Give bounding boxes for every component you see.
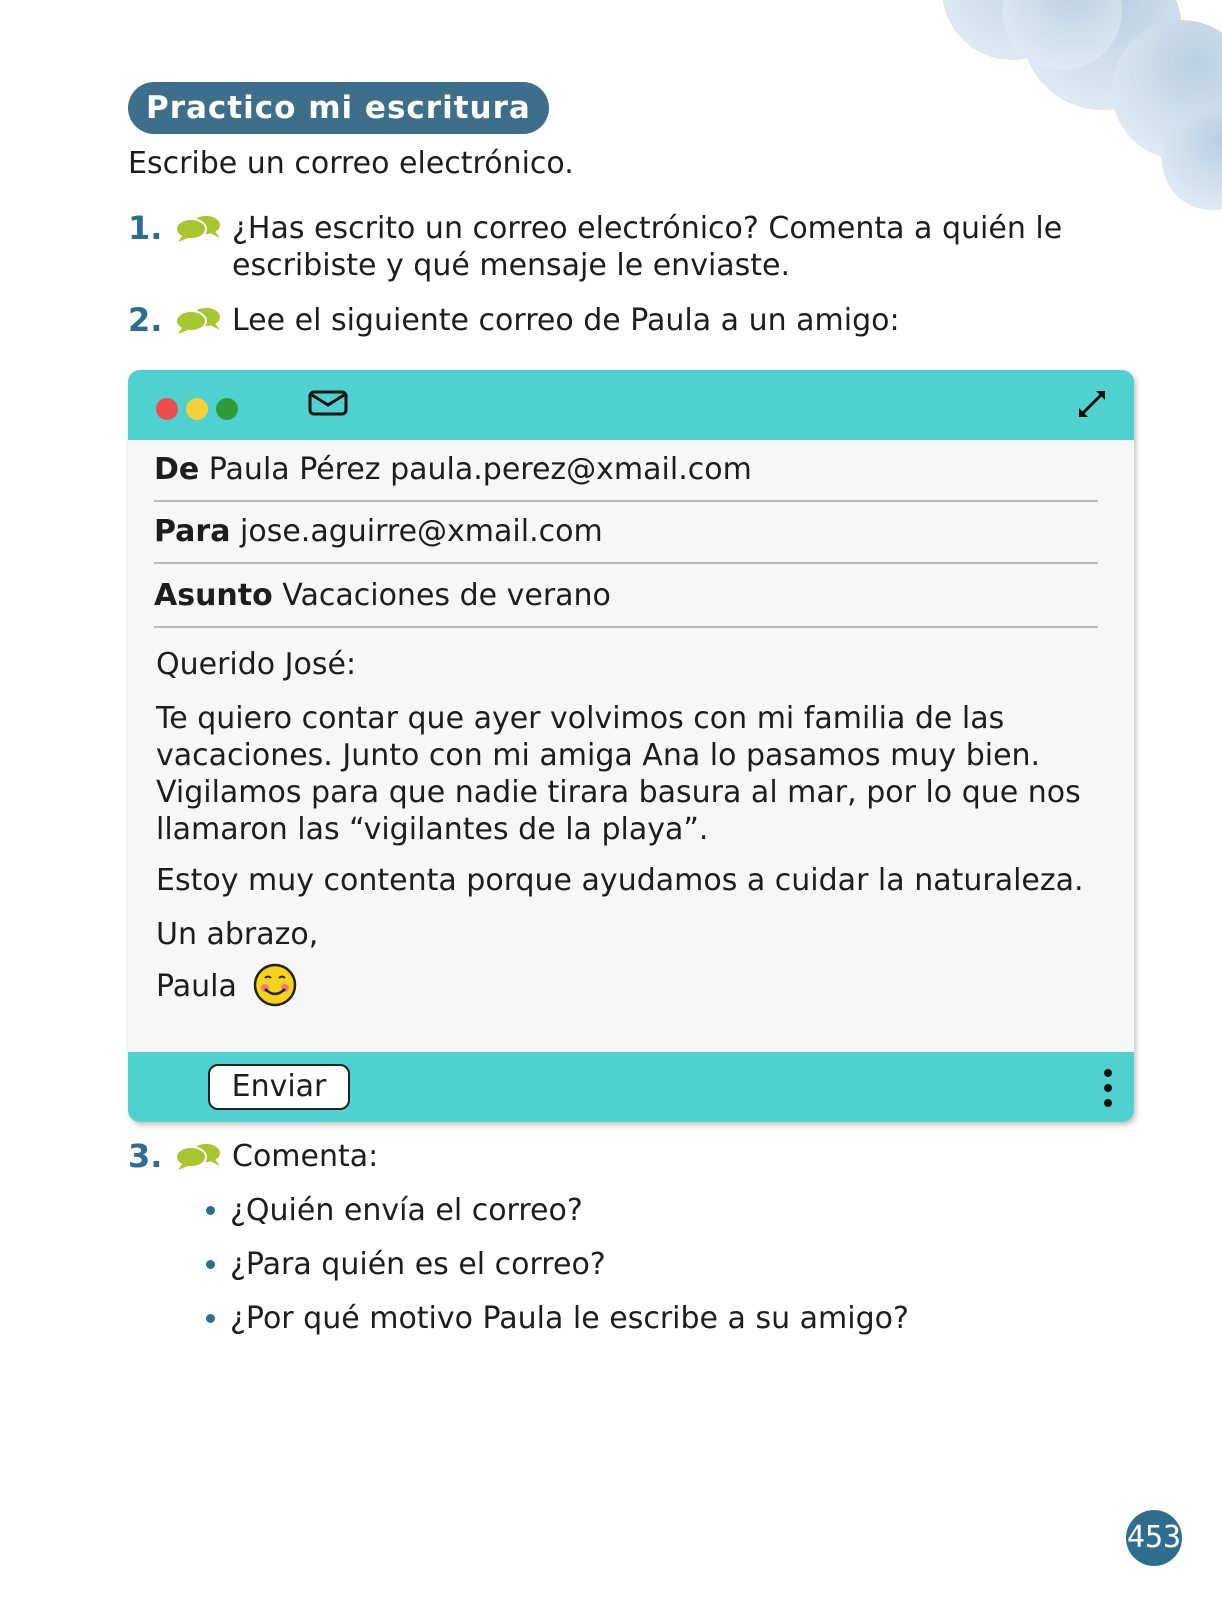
page-number: 453 bbox=[1126, 1510, 1182, 1566]
bullet-icon bbox=[206, 1260, 215, 1269]
question-number: 2. bbox=[128, 301, 163, 339]
speech-bubbles-icon bbox=[174, 1142, 222, 1170]
section-title: Practico mi escritura bbox=[128, 82, 549, 134]
envelope-icon bbox=[308, 390, 348, 416]
minimize-dot-icon[interactable] bbox=[186, 398, 208, 420]
email-greeting: Querido José: bbox=[156, 647, 357, 682]
maximize-dot-icon[interactable] bbox=[216, 398, 238, 420]
to-value: jose.aguirre@xmail.com bbox=[240, 514, 603, 549]
to-field bbox=[154, 502, 1098, 564]
from-label: De bbox=[154, 452, 200, 487]
close-dot-icon[interactable] bbox=[156, 398, 178, 420]
question-text: Comenta: bbox=[232, 1139, 379, 1174]
question-text: ¿Has escrito un correo electrónico? Comenta a quién le escribiste y qué mensaje le enviaste. bbox=[232, 211, 1063, 283]
question-number: 3. bbox=[128, 1137, 163, 1175]
bullet-icon bbox=[206, 1206, 215, 1215]
subject-field bbox=[154, 566, 1098, 628]
speech-bubbles-icon bbox=[174, 306, 222, 334]
list-item-text: ¿Por qué motivo Paula le escribe a su amigo? bbox=[230, 1301, 909, 1336]
email-signature: Paula bbox=[156, 969, 237, 1004]
to-label: Para bbox=[154, 514, 231, 549]
question-text: Lee el siguiente correo de Paula a un amigo: bbox=[232, 303, 900, 338]
email-signature-row bbox=[156, 968, 1096, 1005]
email-window bbox=[128, 370, 1134, 1122]
from-value: Paula Pérez paula.perez@xmail.com bbox=[208, 452, 752, 487]
list-item-text: ¿Quién envía el correo? bbox=[230, 1193, 583, 1228]
speech-bubbles-icon bbox=[174, 214, 222, 242]
email-top-bar bbox=[128, 370, 1134, 440]
cloud-decoration bbox=[862, 0, 1222, 210]
from-field bbox=[154, 440, 1098, 502]
email-closing: Un abrazo, bbox=[156, 917, 319, 952]
instruction-text: Escribe un correo electrónico. bbox=[128, 146, 574, 181]
expand-icon[interactable] bbox=[1074, 386, 1110, 422]
more-options-icon[interactable] bbox=[1102, 1068, 1114, 1108]
email-paragraph-1: Te quiero contar que ayer volvimos con mi familia de las vacaciones. Junto con mi amiga Ana lo pasamos muy bien. Vigilamos para que nadie tirara basura al mar, por lo que nos llamaron las “vigilantes de la playa”. bbox=[156, 701, 1081, 847]
bullet-icon bbox=[206, 1314, 215, 1323]
send-button[interactable]: Enviar bbox=[208, 1064, 350, 1110]
smiley-icon bbox=[252, 962, 298, 1008]
question-number: 1. bbox=[128, 209, 163, 247]
email-paragraph-2: Estoy muy contenta porque ayudamos a cuidar la naturaleza. bbox=[156, 863, 1084, 898]
email-bottom-bar bbox=[128, 1052, 1134, 1122]
list-item-text: ¿Para quién es el correo? bbox=[230, 1247, 606, 1282]
subject-value: Vacaciones de verano bbox=[282, 578, 611, 613]
subject-label: Asunto bbox=[154, 578, 273, 613]
